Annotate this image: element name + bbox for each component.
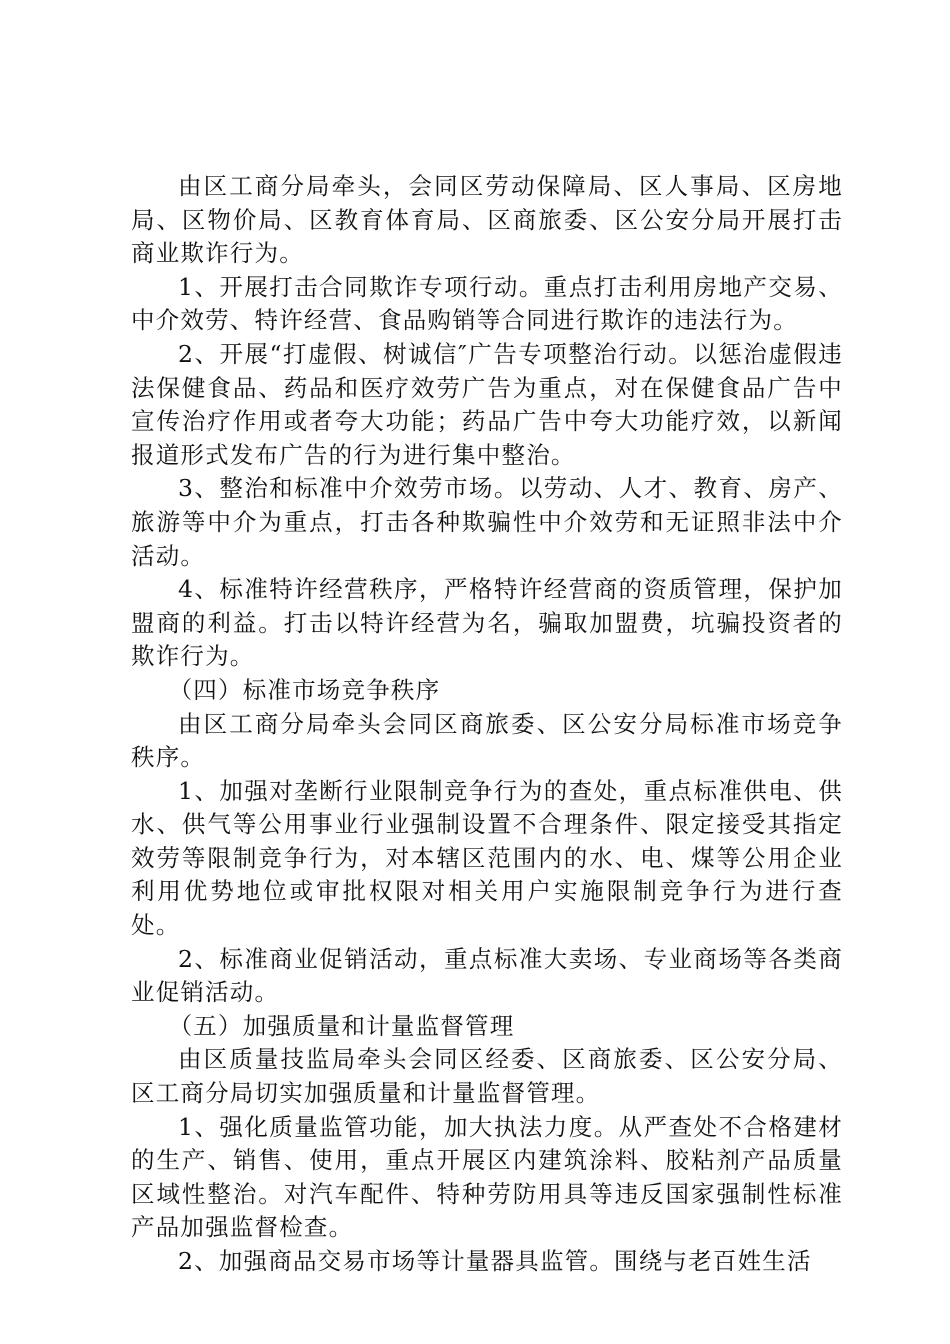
paragraph-section-4-item-1: 1、加强对垄断行业限制竞争行为的查处，重点标准供电、供水、供气等公用事业行业强制设置不合理条件、限定接受其指定效劳等限制竞争行为，对本辖区范围内的水、电、煤等公用企业利用优势地位或审批权限对相关用户实施限制竞争行为进行查处。 — [131, 776, 843, 940]
document-body — [131, 170, 843, 1279]
paragraph-item-4: 4、标准特许经营秩序，严格特许经营商的资质管理，保护加盟商的利益。打击以特许经营为名，骗取加盟费，坑骗投资者的欺诈行为。 — [131, 575, 843, 671]
section-heading-5: （五）加强质量和计量监督管理 — [168, 1011, 515, 1040]
paragraph-section-4-item-2: 2、标准商业促销活动，重点标准大卖场、专业商场等各类商业促销活动。 — [131, 944, 843, 1007]
paragraph-section-5-item-1: 1、强化质量监管功能，加大执法力度。从严查处不合格建材的生产、销售、使用，重点开展区内建筑涂料、胶粘剂产品质量区域性整治。对汽车配件、特种劳防用具等违反国家强制性标准产品加强监督检查。 — [131, 1112, 843, 1242]
paragraph-item-1: 1、开展打击合同欺诈专项行动。重点打击利用房地产交易、中介效劳、特许经营、食品购销等合同进行欺诈的违法行为。 — [131, 272, 843, 335]
paragraph-section-5-item-2: 2、加强商品交易市场等计量器具监管。围绕与老百姓生活 — [178, 1247, 812, 1275]
paragraph-intro: 由区工商分局牵头，会同区劳动保障局、区人事局、区房地局、区物价局、区教育体育局、区商旅委、区公安分局开展打击商业欺诈行为。 — [131, 172, 843, 268]
paragraph-section-5-intro: 由区质量技监局牵头会同区经委、区商旅委、区公安分局、区工商分局切实加强质量和计量监督管理。 — [131, 1045, 843, 1108]
paragraph-section-4-intro: 由区工商分局牵头会同区商旅委、区公安分局标准市场竞争秩序。 — [131, 709, 843, 772]
section-heading-4: （四）标准市场竞争秩序 — [168, 675, 441, 704]
paragraph-item-3: 3、整治和标准中介效劳市场。以劳动、人才、教育、房产、旅游等中介为重点，打击各种欺骗性中介效劳和无证照非法中介活动。 — [131, 474, 843, 570]
paragraph-item-2: 2、开展“打虚假、树诚信″广告专项整治行动。以惩治虚假违法保健食品、药品和医疗效劳广告为重点，对在保健食品广告中宣传治疗作用或者夸大功能；药品广告中夸大功能疗效，以新闻报道形式发布广告的行为进行集中整治。 — [131, 339, 843, 469]
